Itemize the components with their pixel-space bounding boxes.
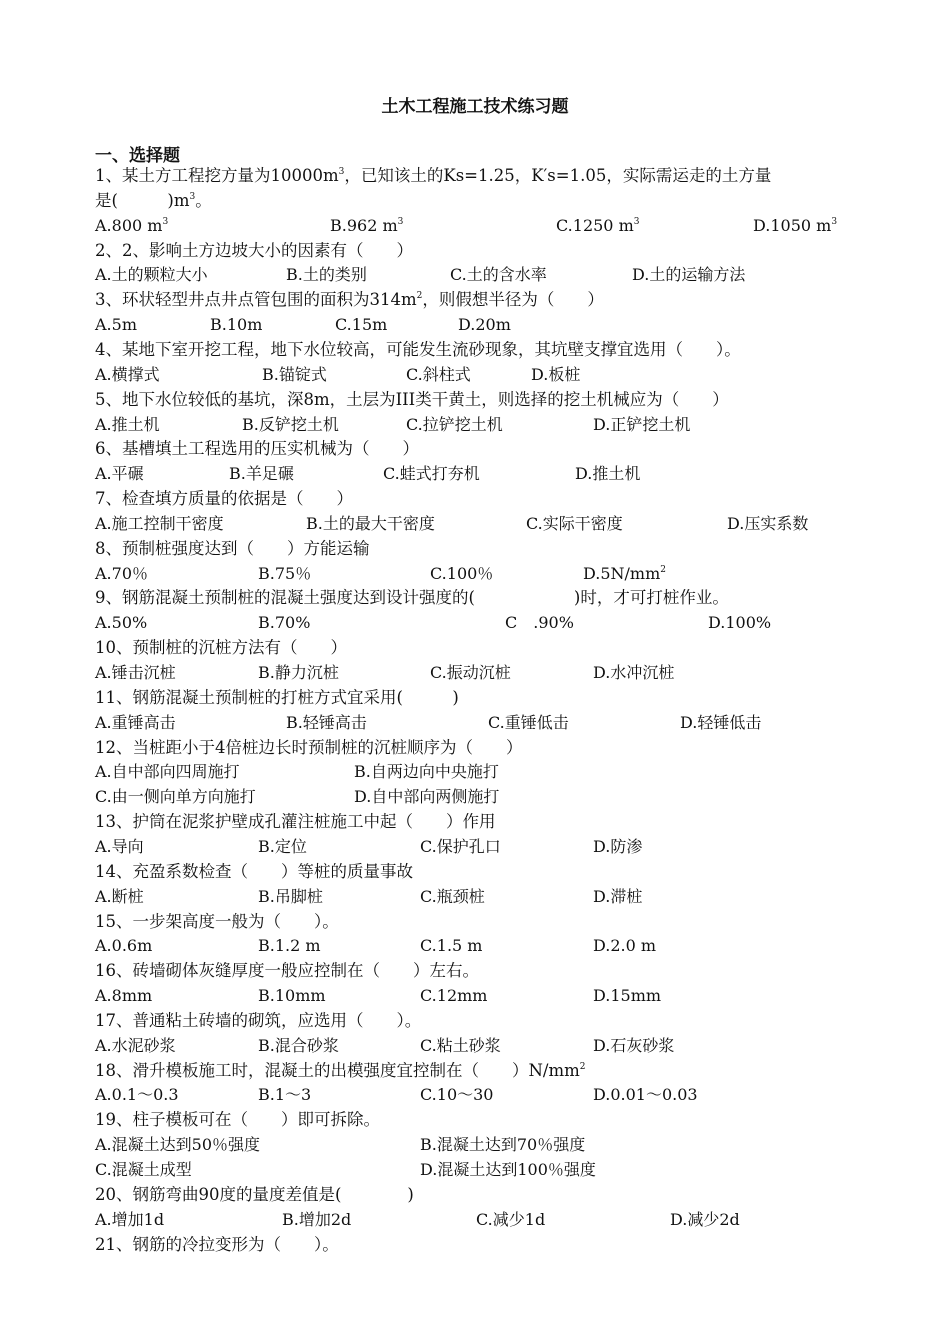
option-label: A. [95,663,112,682]
option-text: 重锤高击 [111,712,176,732]
option-a [95,514,224,534]
option-text: 锤击沉桩 [111,663,176,682]
option-label: B. [258,1085,275,1105]
option-label: B. [258,563,275,583]
option-label: D. [593,1085,611,1105]
option-c [420,936,482,956]
option-label: D. [354,787,372,807]
option-text: 1050 $m^3$ [770,215,838,235]
option-label: C. [95,787,112,807]
option-d [753,216,837,236]
option-label: A. [95,836,112,856]
question-text: 11、钢筋混凝土预制桩的打桩方式宜采用( ) [95,687,459,707]
option-label: A. [95,414,112,434]
option-a [95,1036,176,1056]
question-text: 6、基槽填土工程选用的压实机械为（ ） [95,439,419,459]
option-b [282,1210,351,1230]
option-text: 土的运输方法 [649,265,746,285]
option-label: A. [95,563,112,583]
option-d [593,663,674,683]
option-label: D. [420,1160,438,1179]
option-text: 减少2d [687,1209,740,1229]
option-text: 混凝土达到100％强度 [437,1160,596,1179]
question-text: 18、滑升模板施工时，混凝土的出模强度宜控制在（ ）$N/mm^2$ [95,1060,586,1080]
option-label: B. [286,712,303,732]
option-text: 由一侧向单方向施打 [111,787,256,807]
option-label: B. [258,886,275,906]
option-c [406,415,503,435]
option-label: A. [95,364,112,384]
option-c [430,663,511,683]
option-label: C. [450,265,467,285]
option-label: C. [420,986,437,1006]
option-label: B. [210,315,227,335]
option-b [258,1036,339,1056]
option-label: A. [95,215,112,235]
option-text: 轻锤高击 [302,712,367,732]
option-d [354,787,499,807]
option-c [335,315,387,335]
option-text: 断桩 [111,886,144,906]
question-text: 19、柱子模板可在（ ）即可拆除。 [95,1110,380,1130]
option-c [430,564,493,584]
option-label: A. [95,1085,112,1105]
option-text: 15m [351,315,388,335]
option-text: 斜柱式 [422,364,471,384]
option-text: 吊脚桩 [274,886,323,906]
option-label: B. [229,464,246,484]
option-label: C. [420,886,437,906]
option-text: 1.5 m [436,936,483,956]
option-text: 保护孔口 [436,836,501,856]
option-a [95,1135,260,1155]
option-text: 1.2 m [274,936,321,956]
option-label: B. [258,663,275,682]
option-b [258,837,307,857]
option-text: 减少1d [492,1209,546,1229]
option-label: B. [286,265,303,285]
option-label: C. [406,364,423,384]
option-b [258,936,321,956]
option-text: 石灰砂浆 [610,1035,675,1055]
option-label: A. [95,1035,112,1055]
option-label: A. [95,613,112,633]
option-a [95,713,176,733]
option-b [286,713,367,733]
option-c [556,216,639,236]
option-text: 防渗 [610,836,643,856]
option-label: B. [258,613,275,633]
option-label: A. [95,1209,112,1229]
option-a [95,315,137,335]
option-label: C. [95,1160,112,1179]
option-a [95,613,147,633]
option-text: 平碾 [111,464,144,484]
option-d [593,986,661,1006]
option-c [420,986,487,1006]
option-text: 重锤低击 [504,712,569,732]
option-text: 推土机 [592,464,641,484]
option-b [330,216,403,236]
option-c [406,365,471,385]
option-c [420,1085,494,1105]
option-text: 导向 [111,836,144,856]
option-text: 70% [274,613,311,633]
option-label: B. [330,215,347,235]
option-label: A. [95,513,112,533]
option-text: 2.0 m [610,936,657,956]
option-d [632,265,745,285]
option-label: B. [258,986,275,1006]
option-text: 羊足碾 [245,464,294,484]
section-heading: 一、选择题 [95,146,180,166]
question-text: 20、钢筋弯曲90度的量度差值是( ) [95,1184,414,1204]
option-text: 正铲挖土机 [610,414,691,434]
option-d [593,1036,674,1056]
option-a [95,986,152,1006]
option-label: C. [430,663,447,682]
option-label: D. [708,613,726,633]
option-text: 振动沉桩 [446,663,511,682]
option-label: B. [354,762,371,782]
option-label: A. [95,762,112,782]
option-a [95,216,168,236]
option-text: 0.6m [111,936,153,956]
option-d [593,887,642,907]
question-text: 4、某地下室开挖工程，地下水位较高，可能发生流砂现象，其坑壁支撑宜选用（ ）。 [95,339,741,359]
option-text: 增加2d [298,1209,352,1229]
option-b [262,365,327,385]
option-d [708,613,771,633]
option-label: D. [458,315,476,335]
option-b [258,613,310,633]
option-d [531,365,580,385]
option-b [354,762,499,782]
option-text: 锚锭式 [278,364,327,384]
option-d [458,315,511,335]
option-c [420,837,501,857]
option-label: C. [420,936,437,956]
option-label: A. [95,265,112,285]
option-text: 0.1～0.3 [111,1085,179,1105]
option-a [95,365,160,385]
option-text: 土的类别 [302,265,367,285]
question-text: 21、钢筋的冷拉变形为（ ）。 [95,1234,339,1254]
option-label: B. [262,364,279,384]
option-d [727,514,808,534]
option-d [420,1160,596,1180]
option-text: 混凝土达到70％强度 [436,1135,586,1155]
option-label: A. [95,464,112,484]
question-text: 2、2、影响土方边坡大小的因素有（ ） [95,240,413,260]
option-text: 20m [475,315,511,335]
option-b [420,1135,585,1155]
question-text: 15、一步架高度一般为（ ）。 [95,911,339,931]
option-label: D. [670,1209,688,1229]
option-label: D. [593,886,611,906]
option-text: 50% [111,613,148,633]
option-text: 土的最大干密度 [322,513,435,533]
option-label: C. [488,712,505,732]
option-text: 土的颗粒大小 [111,265,208,285]
option-text: 静力沉桩 [274,663,339,682]
option-text: 施工控制干密度 [111,513,224,533]
question-text: 17、普通粘土砖墙的砌筑，应选用（ ）。 [95,1010,422,1030]
option-label: C. [430,563,447,583]
option-text: 横撑式 [111,364,160,384]
option-text: 5m [111,315,137,335]
option-text: 70％ [111,563,149,583]
option-b [258,564,311,584]
option-b [286,265,367,285]
option-text: 12mm [436,986,488,1006]
option-d [583,564,666,584]
question-text: 13、护筒在泥浆护壁成孔灌注桩施工中起（ ）作用 [95,812,496,832]
option-label: C. [420,1035,437,1055]
option-text: 压实系数 [744,513,809,533]
option-label: C. [556,215,573,235]
document-title: 土木工程施工技术练习题 [381,97,569,117]
option-a [95,762,240,782]
option-label: B. [282,1209,299,1229]
option-text: 增加1d [111,1209,165,1229]
option-a [95,1085,179,1105]
option-c [420,1036,501,1056]
option-label: D. [727,513,745,533]
question-text: 14、充盈系数检查（ ）等桩的质量事故 [95,861,413,881]
option-a [95,564,148,584]
option-c [420,887,485,907]
option-text: 混凝土成型 [111,1160,192,1179]
option-text: 自两边向中央施打 [370,762,499,782]
question-text: 16、砖墙砌体灰缝厚度一般应控制在（ ）左右。 [95,961,479,981]
question-text: 1、某土方工程挖方量为$10000m^3$，已知该土的Ks=1.25，K′s=1.05，实际需运走的土方量 [95,166,772,185]
option-text: 自中部向四周施打 [111,762,240,782]
option-text: 混凝土达到50％强度 [111,1135,261,1155]
option-text: 75％ [274,563,312,583]
option-text: 混合砂浆 [274,1035,339,1055]
option-a [95,265,208,285]
option-text: 0.01～0.03 [610,1085,698,1105]
option-text: 15mm [610,986,662,1006]
option-label: C. [420,836,437,856]
question-text: 9、钢筋混凝土预制桩的混凝土强度达到设计强度的( )时，才可打桩作业。 [95,588,729,608]
option-text: 滞桩 [610,886,643,906]
option-a [95,837,144,857]
option-a [95,1210,164,1230]
option-d [575,464,640,484]
option-label: D. [593,836,611,856]
option-text: 瓶颈桩 [436,886,485,906]
option-text: 推土机 [111,414,160,434]
option-c [526,514,623,534]
option-label: D. [632,265,650,285]
option-c [505,613,574,633]
option-d [670,1210,740,1230]
option-text: 10mm [274,986,326,1006]
option-b [306,514,435,534]
option-label: A. [95,315,112,335]
option-label: A. [95,712,112,732]
question-text: 3、环状轻型井点井点管包围的面积为$314m^2$，则假想半径为（ ） [95,290,604,310]
option-label: A. [95,1135,112,1155]
option-text: 粘土砂浆 [436,1035,501,1055]
option-label: A. [95,936,112,956]
option-text: 拉铲挖土机 [422,414,503,434]
option-label: C. [420,1085,437,1105]
option-d [593,936,656,956]
option-label: B. [306,513,323,533]
option-text: $5N/mm^2$ [600,563,666,583]
option-text: 8mm [111,986,153,1006]
option-label: B. [258,936,275,956]
option-text: 水冲沉桩 [610,663,675,682]
option-text: 10m [226,315,263,335]
option-c [383,464,480,484]
option-label: C. [476,1209,493,1229]
option-b [229,464,294,484]
option-text: 自中部向两侧施打 [371,787,500,807]
option-text: 1250 $m^3$ [572,215,640,235]
option-label: D. [531,364,549,384]
option-d [593,837,642,857]
option-b [258,986,326,1006]
option-c [450,265,547,285]
option-label: B. [258,1035,275,1055]
option-text: 定位 [274,836,307,856]
question-text: 8、预制桩强度达到（ ）方能运输 [95,538,370,558]
option-text: 100％ [446,563,494,583]
question-text: 12、当桩距小于4倍桩边长时预制桩的沉桩顺序为（ ） [95,737,523,757]
option-label: A. [95,986,112,1006]
option-label: D. [753,215,771,235]
option-text: 土的含水率 [466,265,547,285]
option-text: 水泥砂浆 [111,1035,176,1055]
option-c [476,1210,545,1230]
option-b [210,315,262,335]
option-a [95,415,160,435]
option-text: 实际干密度 [542,513,623,533]
option-text: 蛙式打夯机 [399,464,480,484]
option-b [242,415,339,435]
option-label: B. [242,414,259,434]
option-text: 板桩 [548,364,581,384]
option-label: C. [383,464,400,484]
question-text: 7、检查填方质量的依据是（ ） [95,489,353,509]
option-label: D. [593,936,611,956]
option-d [593,1085,698,1105]
option-label: D. [583,563,601,583]
option-c [488,713,569,733]
option-text: 轻锤低击 [697,712,762,732]
option-a [95,936,152,956]
option-a [95,887,144,907]
question-text: 5、地下水位较低的基坑，深8m，土层为III类干黄土，则选择的挖土机械应为（ ） [95,389,729,409]
option-c [95,787,256,807]
option-label: D. [593,414,611,434]
question-text: 10、预制桩的沉桩方法有（ ） [95,638,347,658]
option-label: C. [335,315,352,335]
option-label: D. [593,1035,611,1055]
option-d [593,415,690,435]
option-text: 10～30 [436,1085,494,1105]
option-b [258,887,323,907]
option-text: 100% [725,613,772,633]
question-text-continued: 是( )$m^3$。 [95,190,212,210]
option-text: 反铲挖土机 [258,414,339,434]
option-text: 800 $m^3$ [111,215,169,235]
option-text: 1～3 [274,1085,312,1105]
option-text: 962 $m^3$ [346,215,404,235]
option-label: D. [680,712,698,732]
option-label: D. [575,464,593,484]
option-a [95,464,144,484]
option-label: B. [258,836,275,856]
option-c [95,1160,192,1180]
option-d [680,713,761,733]
option-label: D. [593,986,611,1006]
option-label: D. [593,663,611,682]
option-label: C. [526,513,543,533]
option-label: C [505,613,518,633]
option-a [95,663,176,683]
option-b [258,663,339,683]
option-label: A. [95,886,112,906]
option-label: B. [420,1135,437,1155]
option-b [258,1085,311,1105]
option-label: C. [406,414,423,434]
option-text: .90% [517,613,574,633]
